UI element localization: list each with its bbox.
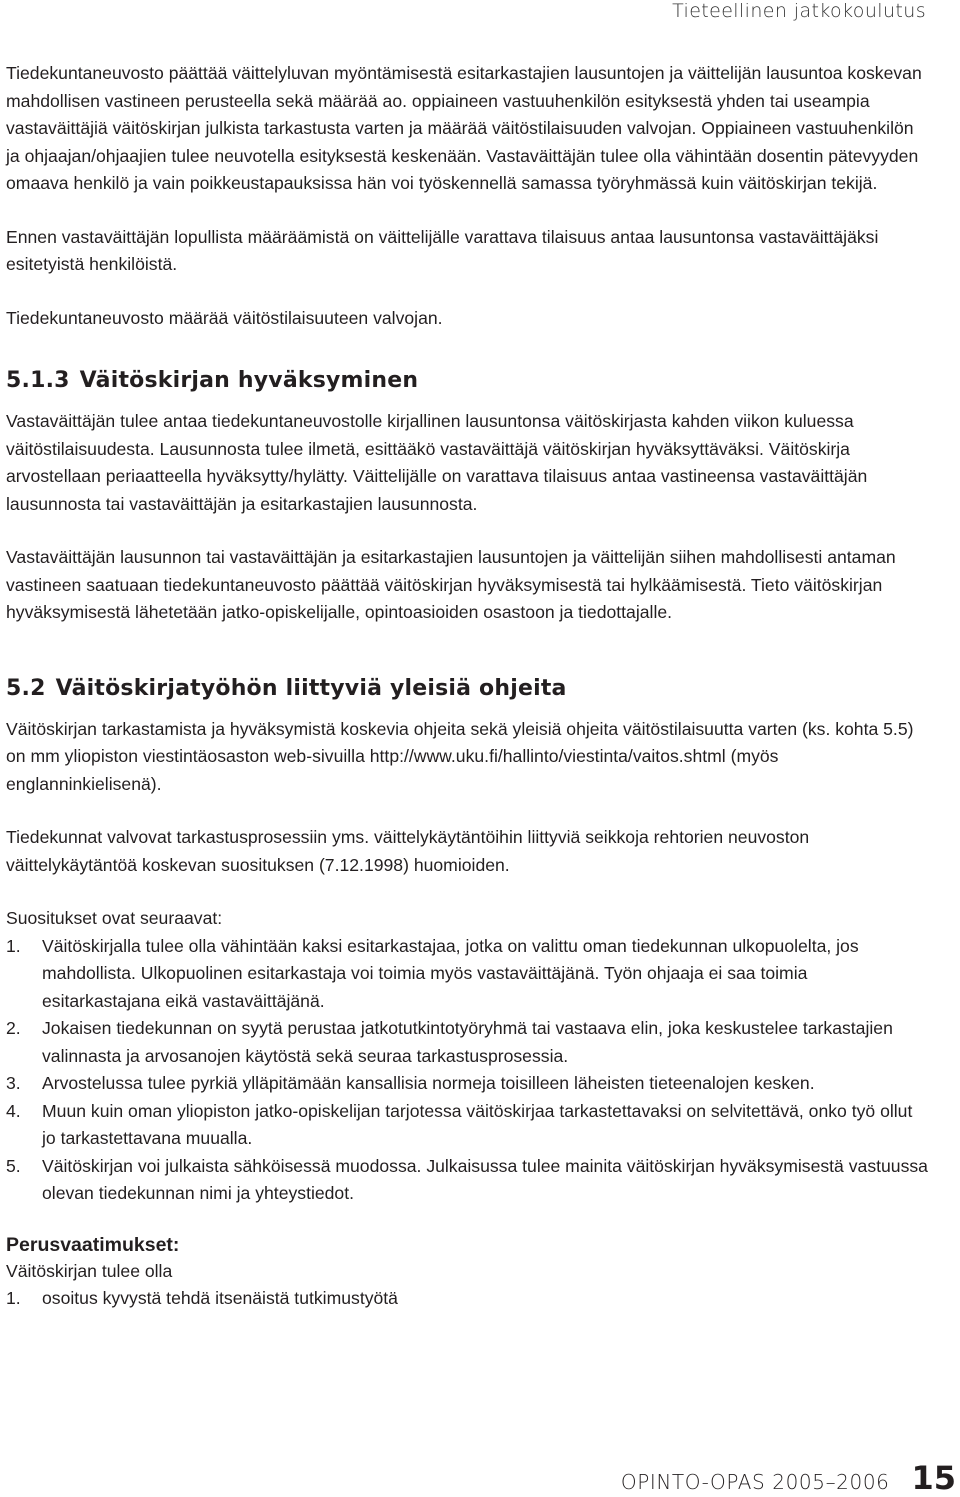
section-5-2-heading [6, 674, 928, 704]
running-head: Tieteellinen jatkokoulutus [672, 0, 926, 22]
list-marker: 4. [6, 1100, 21, 1121]
footer-title: OPINTO-OPAS 2005–2006 [620, 1470, 890, 1494]
section-5-1-3-number: 5.1.3 [6, 368, 70, 393]
list-item-text: osoitus kyvystä tehdä itsenäistä tutkimustyötä [42, 1288, 398, 1308]
list-item-text: Väitöskirjan voi julkaista sähköisessä muodossa. Julkaisussa tulee mainita väitöskirjan hyväksymisestä vastuussa olevan tiedekunnan nimi ja yhteystiedot. [42, 1155, 928, 1203]
section-5-2-paragraph-2: Tiedekunnat valvovat tarkastusprosessiin yms. väittelykäytäntöihin liittyviä seikkoja rehtorien neuvoston väittelykäytäntöä koskevan suosituksen (7.12.1998) huomioiden. [6, 827, 810, 875]
list-item [6, 1015, 928, 1070]
section-5-1-3-paragraph-2: Vastaväittäjän lausunnon tai vastaväittäjän ja esitarkastajien lausuntojen ja väittelijän siihen mahdollisesti antaman vastineen saatuaan tiedekuntaneuvosto päättää väitöskirjan hyväksymisestä tai hylkäämisestä. Tieto väitöskirjan hyväksymisestä lähetetään jatko-opiskelijalle, opintoasioiden osastoon ja tiedottajalle. [6, 547, 896, 622]
list-item [6, 933, 928, 1016]
list-marker: 3. [6, 1073, 21, 1093]
page-content [6, 60, 928, 1313]
section-5-2-paragraph-1: Väitöskirjan tarkastamista ja hyväksymistä koskevia ohjeita sekä yleisiä ohjeita väitöstilaisuutta varten (ks. kohta 5.5) on mm yliopiston viestintäosaston web-sivuilla http://www.uku.fi/hallinto/viestinta/vaitos.shtml (myös englanninkielisenä). [6, 718, 914, 794]
section-5-1-3-title: Väitöskirjan hyväksyminen [79, 368, 419, 393]
intro-paragraph-1: Tiedekuntaneuvosto päättää väittelyluvan myöntämisestä esitarkastajien lausuntojen ja väittelijän lausuntoa koskevan mahdollisen vastineen perusteella sekä määrää ao. oppiaineen vastuuhenkilön esityksestä yhden tai useampia vastaväittäjiä väitöskirjan julkista tarkastusta varten ja määrää väitöstilaisuuden valvojan. Oppiaineen vastuuhenkilön ja ohjaajan/ohjaajien tulee neuvotella esityksestä keskenään. Vastaväittäjän tulee olla vähintään dosentin pätevyyden omaava henkilö ja vain poikkeustapauksissa hän voi työskennellä samassa työryhmässä kuin väitöskirjan tekijä. [6, 63, 922, 193]
section-5-1-3-heading [6, 366, 928, 396]
section-5-2-number: 5.2 [6, 675, 46, 701]
list-item-text: Jokaisen tiedekunnan on syytä perustaa jatkotutkintotyöryhmä tai vastaava elin, joka keskustelee tarkastajien valinnasta ja arvosanojen käytöstä sekä seuraa tarkastusprosessia. [42, 1018, 893, 1066]
page-footer [621, 1459, 956, 1497]
list-item [6, 1098, 928, 1153]
list-marker: 1. [6, 935, 21, 956]
intro-paragraph-3: Tiedekuntaneuvosto määrää väitöstilaisuuteen valvojan. [6, 307, 443, 328]
page-number: 15 [911, 1459, 956, 1497]
list-item [6, 1070, 928, 1098]
section-5-2-title: Väitöskirjatyöhön liittyviä yleisiä ohjeita [55, 675, 567, 701]
basic-requirements-list [6, 1285, 928, 1313]
recommendations-list [6, 933, 928, 1208]
list-item-text: Muun kuin oman yliopiston jatko-opiskelijan tarjotessa väitöskirjaa tarkastettavaksi on selvitettävä, onko työ ollut jo tarkastettavana muualla. [42, 1100, 913, 1148]
section-5-1-3-paragraph-1: Vastaväittäjän tulee antaa tiedekuntaneuvostolle kirjallinen lausuntonsa väitöskirjasta kahden viikon kuluessa väitöstilaisuudesta. Lausunnosta tulee ilmetä, esittääkö vastaväittäjä väitöskirjan hyväksyttäväksi. Väitöskirja arvostellaan periaatteella hyväksytty/hylätty. Väittelijälle on varattava tilaisuus antaa vastineensa vastaväittäjän lausunnosta tai vastaväittäjän ja esitarkastajien lausunnosta. [6, 411, 868, 514]
list-item [6, 1285, 928, 1313]
list-marker: 1. [6, 1288, 21, 1308]
intro-paragraph-2: Ennen vastaväittäjän lopullista määräämistä on väittelijälle varattava tilaisuus antaa lausuntonsa vastaväittäjäksi esitetyistä henkilöistä. [6, 226, 879, 274]
basic-requirements-intro: Väitöskirjan tulee olla [6, 1260, 173, 1281]
recommendations-intro: Suositukset ovat seuraavat: [6, 908, 223, 928]
basic-requirements-heading: Perusvaatimukset: [6, 1233, 180, 1256]
list-marker: 2. [6, 1018, 21, 1038]
list-marker: 5. [6, 1155, 21, 1176]
list-item-text: Väitöskirjalla tulee olla vähintään kaksi esitarkastajaa, jotka on valittu oman tiedekunnan ulkopuolelta, jos mahdollista. Ulkopuolinen esitarkastaja voi toimia myös vastaväittäjänä. Työn ohjaaja ei saa toimia esitarkastajana eikä vastaväittäjänä. [42, 935, 859, 1011]
list-item [6, 1153, 928, 1208]
list-item-text: Arvostelussa tulee pyrkiä ylläpitämään kansallisia normeja toisilleen läheisten tieteenalojen kesken. [42, 1073, 815, 1093]
